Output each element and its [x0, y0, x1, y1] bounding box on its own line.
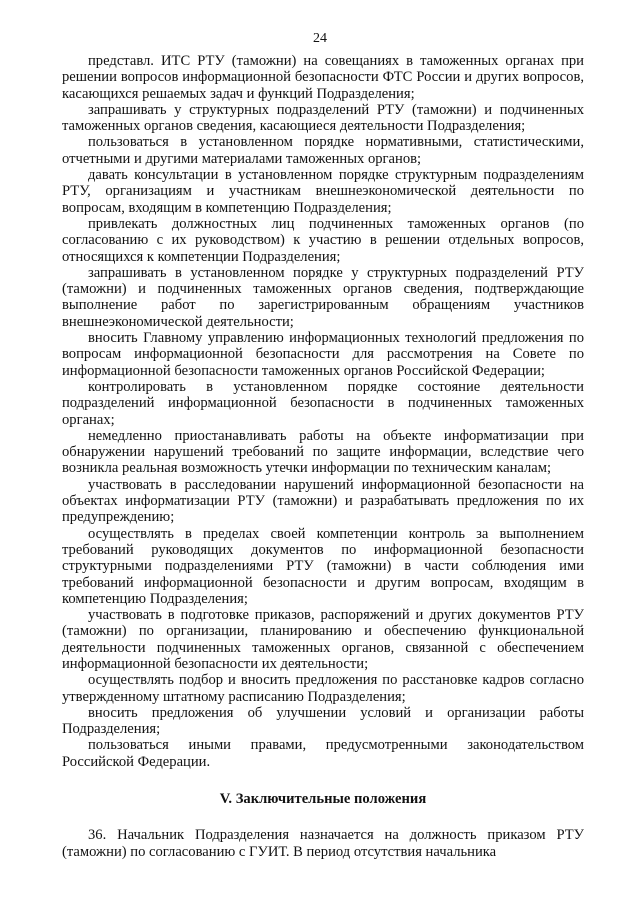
paragraph-36: 36. Начальник Подразделения назначается на должность приказом РТУ (таможни) по согласованию с ГУИТ. В период отсутствия начальника	[62, 827, 584, 860]
paragraph-request-confirmation: запрашивать в установленном порядке у структурных подразделений РТУ (таможни) и подчиненных таможенных органов сведения, подтверждающие выполнение работ по зарегистрированным обращениям участников внешнеэкономической деятельности;	[62, 264, 584, 330]
paragraph-suspend-works: немедленно приостанавливать работы на объекте информатизации при обнаружении нарушений требований по защите информации, вследствие чего возникла реальная возможность утечки информации по техническим каналам;	[62, 427, 584, 477]
paragraph-investigate: участвовать в расследовании нарушений информационной безопасности на объектах информатизации РТУ (таможни) и разрабатывать предложения по их предупреждению;	[62, 476, 584, 526]
paragraph-submit-proposals: вносить Главному управлению информационных технологий предложения по вопросам информационной безопасности для рассмотрения на Совете по информационной безопасности таможенных органов Российской Федерации;	[62, 330, 584, 379]
paragraph-prepare-orders: участвовать в подготовке приказов, распоряжений и других документов РТУ (таможни) по организации, планированию и обеспечению функциональной деятельности подчиненных таможенных органов, связанной с обеспечением информационной безопасности их деятельности;	[62, 607, 584, 672]
document-body	[62, 53, 584, 860]
paragraph-represent: представл. ИТС РТУ (таможни) на совещаниях в таможенных органах при решении вопросов информационной безопасности ФТС России и других вопросов, касающихся решаемых задач и функций Подразделения;	[62, 53, 584, 102]
paragraph-monitor-compliance: осуществлять в пределах своей компетенции контроль за выполнением требований руководящих документов по информационной безопасности структурными подразделениями РТУ (таможни) в части соблюдения ими требований информационной безопасности и другим вопросам, входящим в компетенцию Подразделения;	[62, 525, 584, 607]
paragraph-use-materials: пользоваться в установленном порядке нормативными, статистическими, отчетными и другими материалами таможенных органов;	[62, 134, 584, 167]
paragraph-control: контролировать в установленном порядке состояние деятельности подразделений информационной безопасности в подчиненных таможенных органах;	[62, 378, 584, 428]
paragraph-other-rights: пользоваться иными правами, предусмотренными законодательством Российской Федерации.	[62, 737, 584, 770]
section-heading: V. Заключительные положения	[219, 791, 427, 808]
paragraph-involve-officials: привлекать должностных лиц подчиненных таможенных органов (по согласованию с их руководством) к участию в решении отдельных вопросов, относящихся к компетенции Подразделения;	[62, 215, 584, 265]
paragraph-request-info: запрашивать у структурных подразделений РТУ (таможни) и подчиненных таможенных органов сведения, касающиеся деятельности Подразделения;	[62, 101, 584, 135]
paragraph-consultations: давать консультации в установленном порядке структурным подразделениям РТУ, организациям и участникам внешнеэкономической деятельности по вопросам, входящим в компетенцию Подразделения;	[62, 167, 584, 216]
page-number: 24	[313, 31, 327, 46]
paragraph-improve-conditions: вносить предложения об улучшении условий и организации работы Подразделения;	[62, 704, 584, 738]
paragraph-staffing: осуществлять подбор и вносить предложения по расстановке кадров согласно утвержденному штатному расписанию Подразделения;	[62, 672, 584, 705]
